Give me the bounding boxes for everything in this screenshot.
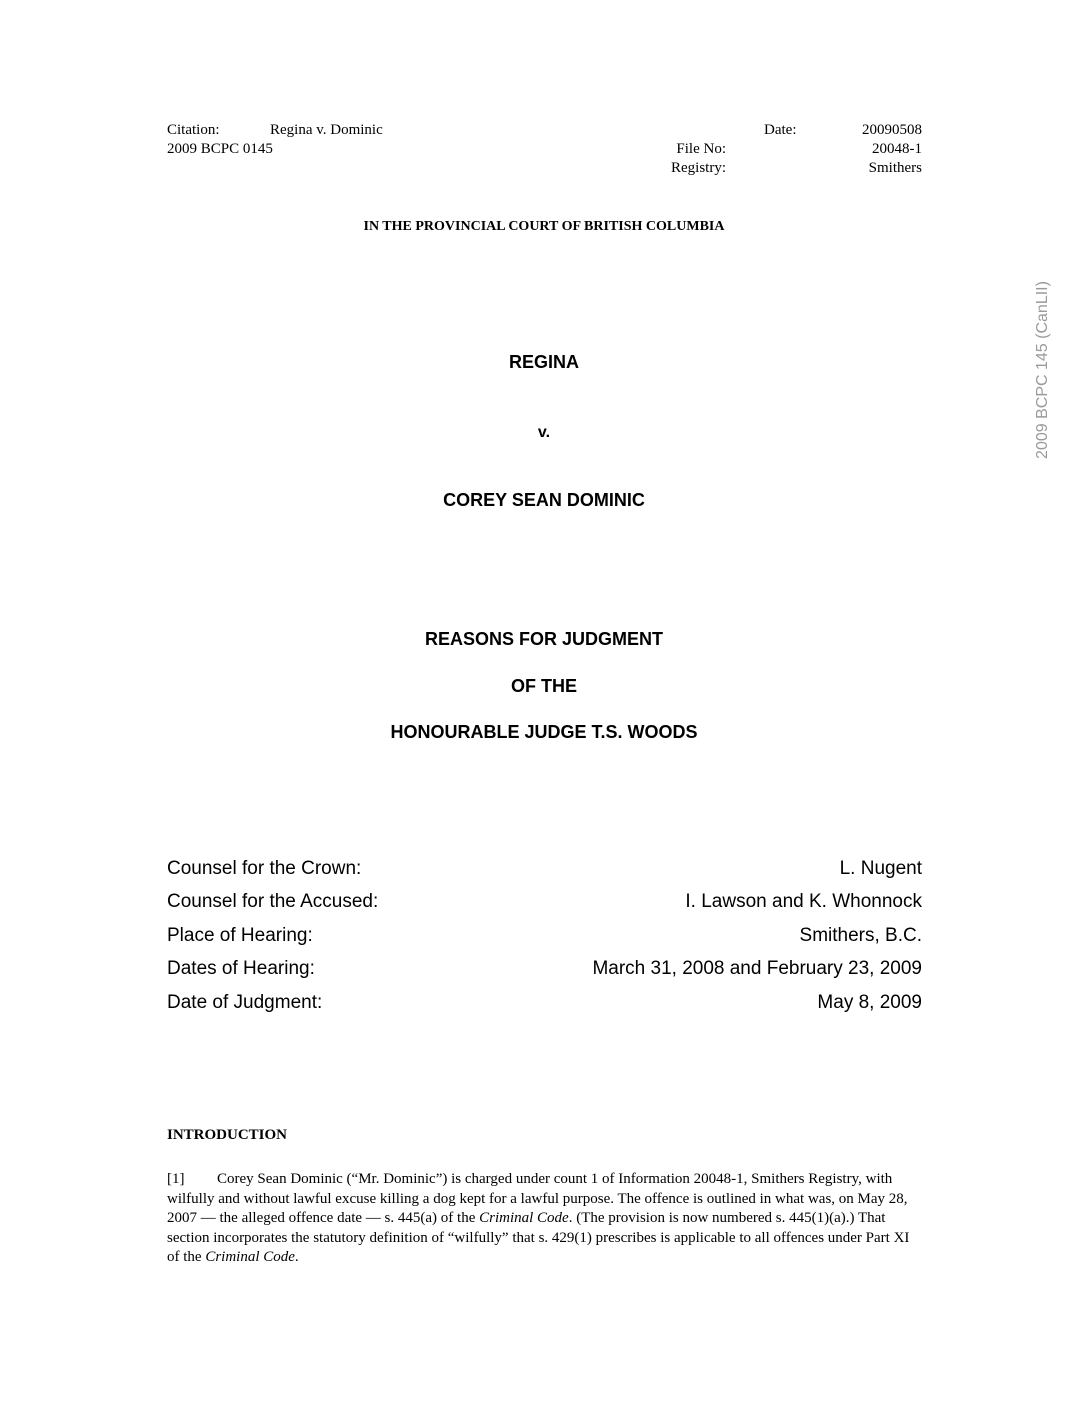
info-value: L. Nugent xyxy=(839,858,922,879)
registry-label: Registry: xyxy=(671,160,726,176)
info-row-accused-counsel xyxy=(167,891,922,919)
party-defendant: COREY SEAN DOMINIC xyxy=(443,490,645,510)
paragraph-italic: Criminal Code xyxy=(205,1249,295,1265)
citation-label: Citation: xyxy=(167,122,220,138)
judge-name: HONOURABLE JUDGE T.S. WOODS xyxy=(390,722,698,742)
citation-value: Regina v. Dominic xyxy=(270,122,383,138)
info-label: Counsel for the Accused: xyxy=(167,891,379,912)
registry-value: Smithers xyxy=(868,160,922,176)
info-row-dates-of-hearing xyxy=(167,958,922,986)
versus-label: v. xyxy=(537,424,551,441)
date-value: 20090508 xyxy=(862,122,922,138)
paragraph-text: Corey Sean Dominic (“Mr. Dominic”) is charged under count 1 of Information 20048-1, Smithers Registry, with wilfully and without lawful excuse killing a dog kept for a lawful purpose. The offence is outlined in what was, on May 28, 2007 — the alleged offence date — s. 445(a) of the xyxy=(167,1171,908,1226)
info-value: March 31, 2008 and February 23, 2009 xyxy=(592,958,922,979)
party-plaintiff: REGINA xyxy=(508,352,579,372)
info-label: Date of Judgment: xyxy=(167,992,323,1013)
file-label: File No: xyxy=(676,141,726,157)
info-value: Smithers, B.C. xyxy=(799,925,922,946)
info-row-place-of-hearing xyxy=(167,925,922,953)
date-label: Date: xyxy=(764,122,797,138)
section-heading: INTRODUCTION xyxy=(167,1127,288,1143)
file-value: 20048-1 xyxy=(872,141,922,157)
info-value: I. Lawson and K. Whonnock xyxy=(685,891,922,912)
info-row-date-of-judgment xyxy=(167,992,922,1020)
info-row-crown-counsel xyxy=(167,858,922,886)
paragraph-1 xyxy=(167,1170,922,1268)
citation-number: 2009 BCPC 0145 xyxy=(167,141,273,157)
info-label: Counsel for the Crown: xyxy=(167,858,362,879)
info-value: May 8, 2009 xyxy=(817,992,922,1013)
watermark-text: 2009 BCPC 145 (CanLII) xyxy=(1034,281,1051,459)
paragraph-text: . (The provision is now numbered s. 445(1)(a).) That section incorporates the statutory definition of “wilfully” that s. 429(1) prescribes is applicable to all offences under Part XI of the xyxy=(167,1210,910,1265)
paragraph-italic: Criminal Code xyxy=(479,1210,569,1226)
info-label: Dates of Hearing: xyxy=(167,958,315,979)
reasons-title: REASONS FOR JUDGMENT xyxy=(424,629,664,649)
court-heading: IN THE PROVINCIAL COURT OF BRITISH COLUMBIA xyxy=(363,219,725,234)
info-label: Place of Hearing: xyxy=(167,925,313,946)
paragraph-number: [1] xyxy=(167,1171,185,1187)
reasons-of-the: OF THE xyxy=(511,676,577,696)
paragraph-text: . xyxy=(294,1249,299,1265)
